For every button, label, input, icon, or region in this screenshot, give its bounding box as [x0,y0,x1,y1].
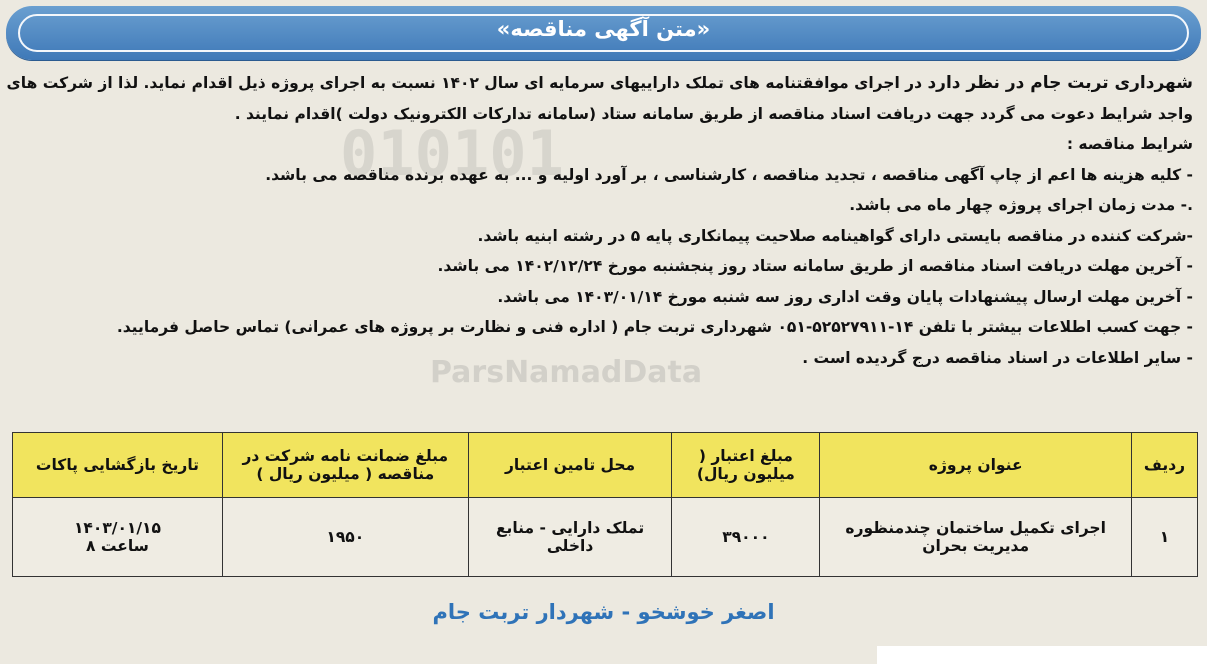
table-header-row [13,433,1198,498]
condition-item: - آخرین مهلت دریافت اسناد مناقصه از طریق سامانه ستاد روز پنجشنبه مورخ ۱۴۰۲/۱۲/۲۴ می باشد. [437,257,1193,275]
scan-edge [877,646,1207,664]
opening-date: ۱۴۰۳/۰۱/۱۵ [73,519,161,537]
intro-emphasis: شهرداری تربت جام در نظر دارد [927,73,1193,93]
header-credit-source: محل تامین اعتبار [468,433,672,498]
header-project-title: عنوان پروژه [820,433,1132,498]
cell-credit-amount: ۳۹۰۰۰ [672,498,820,577]
condition-item: - آخرین مهلت ارسال پیشنهادات پایان وقت اداری روز سه شنبه مورخ ۱۴۰۳/۰۱/۱۴ می باشد. [497,287,1193,306]
condition-item: - جهت کسب اطلاعات بیشتر با تلفن ۱۴-۵۲۵۲۷۹۱۱-۰۵۱ شهرداری تربت جام ( اداره فنی و نظارت بر پروژه های عمرانی) تماس حاصل فرمایید. [116,318,1193,336]
cell-credit-source: تملک دارایی - منابع داخلی [468,498,672,577]
header-credit-amount: مبلغ اعتبار ( میلیون ریال) [672,433,820,498]
condition-item: - کلیه هزینه ها اعم از چاپ آگهی مناقصه ، تجدید مناقصه ، کارشناسی ، بر آورد اولیه و ... به عهده برنده مناقصه می باشد. [265,165,1193,184]
cell-project-title: اجرای تکمیل ساختمان چندمنظوره مدیریت بحران [820,498,1132,577]
table-row [13,498,1198,577]
cell-guarantee-amount: ۱۹۵۰ [222,498,468,577]
intro-line-1-rest: در اجرای موافقتنامه های تملک داراییهای سرمایه ای سال ۱۴۰۲ نسبت به اجرای پروژه ذیل اقدام نماید. لذا از شرکت های [6,74,928,92]
condition-item: .- مدت زمان اجرای پروژه چهار ماه می باشد. [849,196,1193,214]
notice-title: «متن آگهی مناقصه» [496,17,711,41]
project-table [12,432,1198,577]
watermark-code: 010101 [340,117,564,190]
opening-time: ساعت ۸ [85,537,149,555]
intro-line-2: واجد شرایط دعوت می گردد جهت دریافت اسناد مناقصه از طریق سامانه ستاد (سامانه تدارکات الکترونیک دولت )اقدام نمایند . [234,104,1193,123]
signature-line: اصغر خوشخو - شهردار تربت جام [432,600,775,624]
notice-body [6,68,1193,373]
header-row-number: ردیف [1132,433,1198,498]
title-banner [6,6,1201,60]
header-guarantee-amount: مبلغ ضمانت نامه شرکت در مناقصه ( میلیون ریال ) [222,433,468,498]
watermark-brand: ParsNamadData [430,355,703,390]
cell-row-number: ۱ [1132,498,1198,577]
intro-line-1 [6,68,1193,99]
cell-opening [13,498,223,577]
conditions-heading: شرایط مناقصه : [1066,135,1193,153]
header-opening-date: تاریخ بازگشایی پاکات [13,433,223,498]
condition-item: -شرکت کننده در مناقصه بایستی دارای گواهینامه صلاحیت پیمانکاری پایه ۵ در رشته ابنیه باشد. [477,226,1193,245]
condition-item: - سایر اطلاعات در اسناد مناقصه درج گردیده است . [802,348,1193,367]
